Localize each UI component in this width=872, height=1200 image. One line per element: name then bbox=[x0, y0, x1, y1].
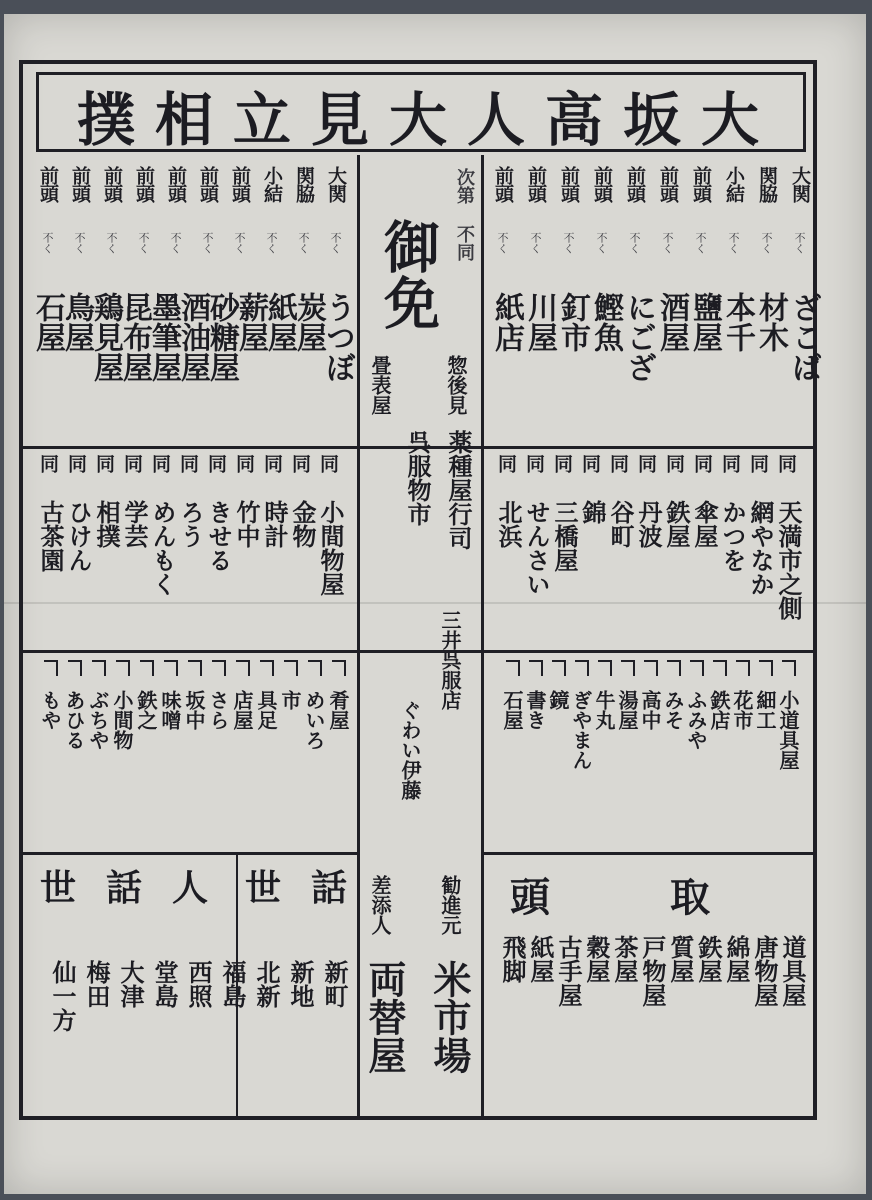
wrestler-name: 市 bbox=[278, 690, 302, 710]
wrestler-name: 釘市 bbox=[555, 292, 590, 352]
rank-origin-note: 不く bbox=[727, 232, 740, 254]
sewa-name: 梅田 bbox=[82, 960, 111, 1008]
rank-dou: 同 bbox=[317, 454, 339, 472]
rank-dou: 同 bbox=[121, 454, 143, 472]
sewa-heading: 世話人 bbox=[40, 867, 239, 909]
title-char: 人 bbox=[466, 86, 537, 154]
rank-label: 前頭 bbox=[525, 166, 547, 202]
rank-tick bbox=[575, 660, 589, 676]
wrestler-name: かつを bbox=[718, 500, 747, 572]
center-sokoken-label: 惣後見 bbox=[444, 355, 468, 415]
center-ito: ぐわい伊藤 bbox=[398, 700, 422, 800]
sewa-name: 堂島 bbox=[150, 960, 179, 1008]
wrestler-name: 高中 bbox=[638, 690, 662, 730]
rank-tick bbox=[212, 660, 226, 676]
wrestler-name: めいろ bbox=[302, 690, 326, 750]
rule-row2 bbox=[23, 650, 813, 653]
toudori-item: 茶屋 bbox=[610, 935, 639, 983]
wrestler-name: ぎやまん bbox=[569, 690, 593, 770]
wrestler-name: 鏡 bbox=[546, 690, 570, 710]
wrestler-name: 川屋 bbox=[522, 292, 557, 352]
title-char: 撲 bbox=[76, 86, 147, 154]
rank-origin-note: 不く bbox=[562, 232, 575, 254]
wrestler-name: 石屋 bbox=[500, 690, 524, 730]
rank-tick bbox=[188, 660, 202, 676]
wrestler-name: 紙店 bbox=[489, 292, 524, 352]
rank-tick bbox=[116, 660, 130, 676]
wrestler-name: ふみや bbox=[684, 690, 708, 750]
sewa-heading-2: 世話 bbox=[245, 867, 378, 909]
wrestler-name: 酒油屋 bbox=[175, 292, 210, 382]
rule-toudori bbox=[483, 852, 813, 855]
title-char: 相 bbox=[154, 86, 225, 154]
wrestler-name: あひる bbox=[62, 690, 86, 750]
rank-label: 前頭 bbox=[197, 166, 219, 202]
rank-dou: 同 bbox=[149, 454, 171, 472]
rank-origin-note: 不く bbox=[793, 232, 806, 254]
rank-origin-note: 不く bbox=[41, 232, 54, 254]
rank-dou: 同 bbox=[523, 454, 545, 472]
sewa-name: 新地 bbox=[286, 960, 315, 1008]
toudori-item: 飛脚 bbox=[498, 935, 527, 983]
wrestler-name: 北浜 bbox=[494, 500, 523, 548]
wrestler-name: 天満市之側 bbox=[774, 500, 803, 620]
wrestler-name: めんもく bbox=[148, 500, 177, 596]
rank-label: 前頭 bbox=[229, 166, 251, 202]
toudori-item: 穀屋 bbox=[582, 935, 611, 983]
rank-label: 前頭 bbox=[624, 166, 646, 202]
wrestler-name: 肴屋 bbox=[326, 690, 350, 730]
rank-dou: 同 bbox=[495, 454, 517, 472]
wrestler-name: 網やなか bbox=[746, 500, 775, 596]
wrestler-name: 紙屋 bbox=[262, 292, 297, 352]
wrestler-name: 砂糖屋 bbox=[204, 292, 239, 382]
sewa-name: 仙一方 bbox=[48, 960, 77, 1032]
title-char: 立 bbox=[232, 86, 303, 154]
toudori-item: 紙屋 bbox=[526, 935, 555, 983]
rank-tick bbox=[690, 660, 704, 676]
wrestler-name: 石屋 bbox=[30, 292, 65, 352]
rank-origin-note: 不く bbox=[661, 232, 674, 254]
rank-origin-note: 不く bbox=[73, 232, 86, 254]
rank-label: 小結 bbox=[723, 166, 745, 202]
wrestler-name: 店屋 bbox=[230, 690, 254, 730]
wrestler-name: ぶちや bbox=[86, 690, 110, 750]
rank-origin-note: 不く bbox=[297, 232, 310, 254]
wrestler-name: 鰹魚 bbox=[588, 292, 623, 352]
sewa-name: 西照 bbox=[184, 960, 213, 1008]
center-order-note: 次第 不同 bbox=[454, 168, 475, 261]
wrestler-name: ひけん bbox=[64, 500, 93, 572]
rank-origin-note: 不く bbox=[233, 232, 246, 254]
rank-dou: 同 bbox=[289, 454, 311, 472]
wrestler-name: 昆布屋 bbox=[117, 292, 152, 382]
toudori-item: 綿屋 bbox=[722, 935, 751, 983]
wrestler-name: 古茶園 bbox=[36, 500, 65, 572]
wrestler-name: 花市 bbox=[730, 690, 754, 730]
wrestler-name: 金物 bbox=[288, 500, 317, 548]
wrestler-name: 酒屋 bbox=[654, 292, 689, 352]
title-char: 高 bbox=[544, 86, 615, 154]
toudori-item: 質屋 bbox=[666, 935, 695, 983]
wrestler-name: せんさい bbox=[522, 500, 551, 596]
rank-tick bbox=[736, 660, 750, 676]
rule-center-left bbox=[357, 155, 360, 1117]
rank-tick bbox=[68, 660, 82, 676]
rank-dou: 同 bbox=[205, 454, 227, 472]
wrestler-name: うつぼ bbox=[320, 292, 355, 382]
promoter-label: 勧進元 bbox=[438, 875, 462, 935]
wrestler-name: 薪屋 bbox=[233, 292, 268, 352]
rank-origin-note: 不く bbox=[265, 232, 278, 254]
rank-tick bbox=[782, 660, 796, 676]
rank-label: 大関 bbox=[325, 166, 347, 202]
sewa-name: 新町 bbox=[320, 960, 349, 1008]
rank-origin-note: 不く bbox=[628, 232, 641, 254]
rank-tick bbox=[284, 660, 298, 676]
rank-tick bbox=[164, 660, 178, 676]
rank-origin-note: 不く bbox=[105, 232, 118, 254]
rank-origin-note: 不く bbox=[201, 232, 214, 254]
wrestler-name: 小間物屋 bbox=[316, 500, 345, 596]
wrestler-name: 三橋屋 bbox=[550, 500, 579, 572]
rank-tick bbox=[308, 660, 322, 676]
rank-origin-note: 不く bbox=[760, 232, 773, 254]
wrestler-name: 丹波 bbox=[634, 500, 663, 548]
rank-tick bbox=[759, 660, 773, 676]
wrestler-name: 書き bbox=[523, 690, 547, 730]
sewa-name: 福島 bbox=[218, 960, 247, 1008]
wrestler-name: 鉄屋 bbox=[662, 500, 691, 548]
wrestler-name: 墨筆屋 bbox=[146, 292, 181, 382]
wrestler-name: 時計 bbox=[260, 500, 289, 548]
wrestler-name: ざこば bbox=[786, 292, 821, 382]
rank-dou: 同 bbox=[747, 454, 769, 472]
wrestler-name: 錦 bbox=[578, 500, 607, 524]
wrestler-name: 学芸 bbox=[120, 500, 149, 548]
wrestler-name: 牛丸 bbox=[592, 690, 616, 730]
wrestler-name: 鹽屋 bbox=[687, 292, 722, 352]
sewa-name: 北新 bbox=[252, 960, 281, 1008]
title-char: 見 bbox=[310, 86, 381, 154]
center-gomen: 御免 bbox=[375, 218, 441, 330]
wrestler-name: 鉄店 bbox=[707, 690, 731, 730]
rank-tick bbox=[713, 660, 727, 676]
sewa-name: 大津 bbox=[116, 960, 145, 1008]
center-mitsui: 三井呉服店 bbox=[438, 610, 462, 710]
wrestler-name: 小間物 bbox=[110, 690, 134, 750]
wrestler-name: 炭屋 bbox=[291, 292, 326, 352]
title-char: 坂 bbox=[622, 86, 693, 154]
toudori-item: 道具屋 bbox=[778, 935, 807, 1007]
rank-label: 前頭 bbox=[558, 166, 580, 202]
rank-dou: 同 bbox=[579, 454, 601, 472]
rank-tick bbox=[236, 660, 250, 676]
rank-label: 小結 bbox=[261, 166, 283, 202]
wrestler-name: 鉄之 bbox=[134, 690, 158, 730]
wrestler-name: にござ bbox=[621, 292, 656, 382]
rank-dou: 同 bbox=[261, 454, 283, 472]
toudori-heading: 頭取 bbox=[510, 874, 830, 921]
rank-dou: 同 bbox=[775, 454, 797, 472]
wrestler-name: ろう bbox=[176, 500, 205, 548]
rank-tick bbox=[644, 660, 658, 676]
rank-dou: 同 bbox=[177, 454, 199, 472]
rank-dou: 同 bbox=[37, 454, 59, 472]
wrestler-name: 相撲 bbox=[92, 500, 121, 548]
rank-tick bbox=[598, 660, 612, 676]
banzuke-title bbox=[39, 75, 809, 155]
wrestler-name: 細工 bbox=[753, 690, 777, 730]
rank-dou: 同 bbox=[233, 454, 255, 472]
rank-tick bbox=[667, 660, 681, 676]
wrestler-name: みそ bbox=[661, 690, 685, 730]
toudori-item: 戸物屋 bbox=[638, 935, 667, 1007]
wrestler-name: きせる bbox=[204, 500, 233, 572]
wrestler-name: 材木 bbox=[753, 292, 788, 352]
wrestler-name: 竹中 bbox=[232, 500, 261, 548]
rank-tick bbox=[552, 660, 566, 676]
wrestler-name: 具足 bbox=[254, 690, 278, 730]
rank-origin-note: 不く bbox=[169, 232, 182, 254]
wrestler-name: 鶏見屋 bbox=[88, 292, 123, 382]
assistant-name: 両替屋 bbox=[362, 960, 407, 1074]
rank-origin-note: 不く bbox=[137, 232, 150, 254]
rank-label: 前頭 bbox=[37, 166, 59, 202]
assistant-label: 差添人 bbox=[368, 875, 392, 935]
rank-tick bbox=[92, 660, 106, 676]
center-tatami-label: 畳表屋 bbox=[368, 355, 392, 415]
wrestler-name: 谷町 bbox=[606, 500, 635, 548]
wrestler-name: 本千 bbox=[720, 292, 755, 352]
wrestler-name: 坂中 bbox=[182, 690, 206, 730]
rank-label: 前頭 bbox=[133, 166, 155, 202]
rank-origin-note: 不く bbox=[496, 232, 509, 254]
title-char: 大 bbox=[388, 86, 459, 154]
rank-tick bbox=[260, 660, 274, 676]
rank-tick bbox=[332, 660, 346, 676]
center-gyoji-text: 薬種屋行司 bbox=[444, 430, 473, 550]
rank-dou: 同 bbox=[635, 454, 657, 472]
wrestler-name: もや bbox=[38, 690, 62, 730]
rank-label: 前頭 bbox=[690, 166, 712, 202]
title-char: 大 bbox=[700, 86, 771, 154]
rank-label: 前頭 bbox=[591, 166, 613, 202]
wrestler-name: 傘屋 bbox=[690, 500, 719, 548]
rank-dou: 同 bbox=[65, 454, 87, 472]
rank-label: 関脇 bbox=[293, 166, 315, 202]
rule-sewa-left bbox=[23, 852, 358, 855]
rule-center-right bbox=[481, 155, 484, 1117]
toudori-item: 鉄屋 bbox=[694, 935, 723, 983]
rank-origin-note: 不く bbox=[329, 232, 342, 254]
rank-dou: 同 bbox=[691, 454, 713, 472]
rank-label: 前頭 bbox=[657, 166, 679, 202]
rank-tick bbox=[44, 660, 58, 676]
promoter-name: 米市場 bbox=[427, 960, 472, 1074]
rank-dou: 同 bbox=[663, 454, 685, 472]
rank-dou: 同 bbox=[719, 454, 741, 472]
wrestler-name: 小道具屋 bbox=[776, 690, 800, 770]
rank-origin-note: 不く bbox=[529, 232, 542, 254]
rank-label: 前頭 bbox=[165, 166, 187, 202]
rank-tick bbox=[529, 660, 543, 676]
rank-label: 前頭 bbox=[69, 166, 91, 202]
rank-label: 前頭 bbox=[101, 166, 123, 202]
toudori-item: 唐物屋 bbox=[750, 935, 779, 1007]
rank-dou: 同 bbox=[551, 454, 573, 472]
wrestler-name: 湯屋 bbox=[615, 690, 639, 730]
wrestler-name: 味噌 bbox=[158, 690, 182, 730]
wrestler-name: さら bbox=[206, 690, 230, 730]
toudori-item: 古手屋 bbox=[554, 935, 583, 1007]
rank-origin-note: 不く bbox=[694, 232, 707, 254]
rank-tick bbox=[621, 660, 635, 676]
center-gofuku: 呉服物市 bbox=[403, 430, 432, 526]
rank-origin-note: 不く bbox=[595, 232, 608, 254]
rank-tick bbox=[140, 660, 154, 676]
rank-dou: 同 bbox=[607, 454, 629, 472]
title-box bbox=[36, 72, 806, 152]
rank-dou: 同 bbox=[93, 454, 115, 472]
rank-label: 関脇 bbox=[756, 166, 778, 202]
rank-label: 大関 bbox=[789, 166, 811, 202]
wrestler-name: 鳥屋 bbox=[59, 292, 94, 352]
rank-label: 前頭 bbox=[492, 166, 514, 202]
rank-tick bbox=[506, 660, 520, 676]
